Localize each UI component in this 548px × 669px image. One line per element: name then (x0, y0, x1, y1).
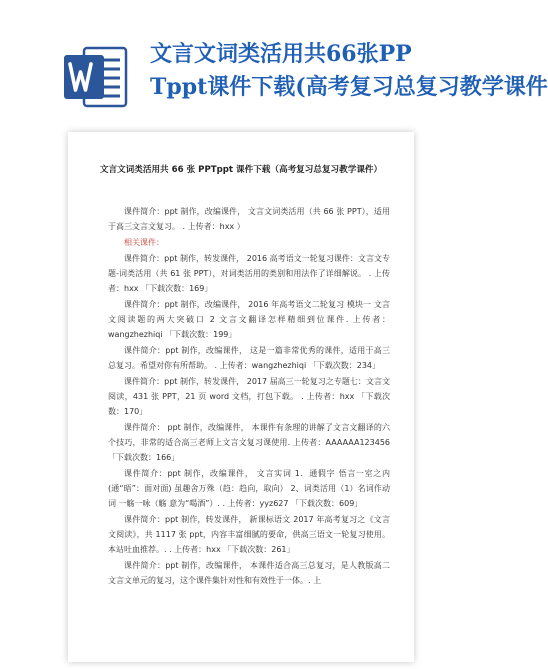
courseware-entry: 课件简介：ppt 制作，改编课件， 本课件适合高三总复习，是人教版高二文言文单元的复习，这个课件集针对性和有效性于一体。. 上 (108, 561, 390, 585)
document-body (108, 204, 390, 589)
banner-title (150, 38, 548, 104)
courseware-entry: 课件简介：ppt 制作，转发课件， 2016 高考语文一轮复习课件：文言文专题-词类活用（共 61 张 PPT），对词类活用的类别和用法作了详细解说。 . 上传者：hxx 「下载次数：169」 (108, 254, 390, 293)
word-icon (64, 46, 128, 108)
banner-title-line1: 文言文词类活用共66张PP (150, 41, 412, 67)
document-title: 文言文词类活用共 66 张 PPTppt 课件下载（高考复习总复习教学课件） (99, 165, 383, 175)
courseware-entry: 课件简介：ppt 制作，改编课件， 这是一篇非常优秀的课件，适用于高三总复习。希望对你有所帮助。 . 上传者：wangzhezhiqi 「下载次数：234」 (108, 346, 390, 370)
courseware-entry: 课件简介：ppt 制作，转发课件， 新课标语文 2017 年高考复习之《文言文阅读》，共 1117 张 ppt，内容丰富细腻的要命，供高三语文一轮复习使用。本站吐血推荐。. . 上传者：hxx 「下载次数：261」 (108, 515, 390, 554)
courseware-entry: 课件简介：ppt 制作，改编课件， 2016 年高考语文二轮复习 模块一 文言文阅读题的两大突破口 2 文言文翻译怎样精细到位课件. 上传者：wangzhezhiqi 「下载次数：199」 (108, 300, 390, 339)
banner (0, 0, 548, 110)
courseware-entry: 课件简介：ppt 制作，改编课件， 文言文词类活用（共 66 张 PPT），适用于高三文言文复习。 . 上传者：hxx ） (108, 207, 390, 231)
courseware-entry: 课件简介： ppt 制作，改编课件， 本课件有条理的讲解了文言文翻译的六个技巧，非常的适合高三老师上文言文复习课使用. 上传者：AAAAAA123456 「下载次数：166」 (108, 423, 390, 462)
document-page (68, 132, 414, 662)
courseware-entry: 课件简介：ppt 制作，转发课件， 2017 届高三一轮复习之专题七：文言文阅读，431 张 PPT，21 页 word 文档，打包下载。 . 上传者：hxx 「下载次数：170」 (108, 377, 390, 416)
banner-title-line2: Tppt课件下载(高考复习总复习教学课件 (150, 74, 548, 100)
related-heading: 相关课件： (124, 238, 164, 247)
courseware-entry: 课件简介：ppt 制作，改编课件， 文言实词 1．通假字 悟言一室之内(通“晤”：面对面) 虽趣舍万殊（趋：趋向，取向） 2、词类活用（1）名词作动词 一觞一咏（觞 意为“喝酒”）. . 上传者：yyz627 「下载次数：609」 (108, 469, 390, 508)
